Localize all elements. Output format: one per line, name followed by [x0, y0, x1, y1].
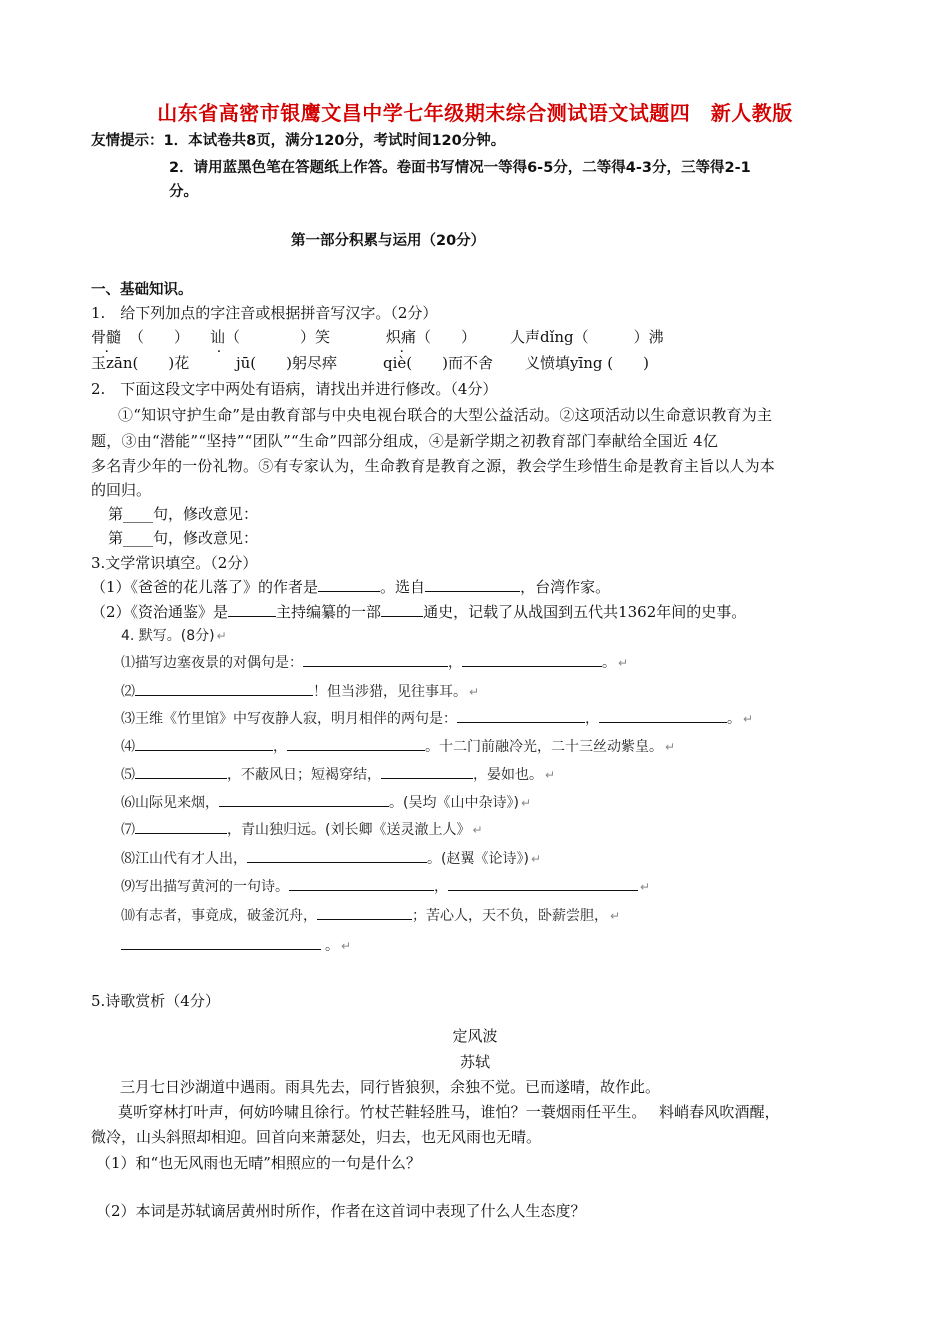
- poem-line-1: 莫听穿林打叶声，何妨吟啸且徐行。竹杖芒鞋轻胜马，谁怕？一蓑烟雨任平生。 料峭春风吹酒醒，: [118, 1103, 780, 1121]
- q4-item-2: [121, 681, 479, 701]
- q4-item-text: ⑼写出描写黄河的一句诗。: [121, 879, 289, 895]
- q4-blank[interactable]: [457, 708, 585, 723]
- q2-stem: 2. 下面这段文字中两处有语病，请找出并进行修改。（4分）: [91, 380, 498, 398]
- return-mark-icon: ↵: [530, 852, 541, 866]
- q1-row1-item2: [210, 326, 330, 347]
- q4-item-text: 。: [727, 711, 741, 727]
- q4-blank[interactable]: [317, 905, 412, 920]
- q1-blank-1[interactable]: （ ）: [129, 328, 190, 346]
- q4-item-text: ⑻江山代有才人出，: [121, 851, 247, 867]
- return-mark-icon: ↵: [216, 629, 227, 643]
- q5-sub-question-2: （2）本词是苏轼谪居黄州时所作，作者在这首词中表现了什么人生态度？: [96, 1202, 586, 1220]
- q4-item-3: [121, 708, 753, 728]
- q4-item-10: [121, 905, 620, 925]
- poem-title: 定风波: [452, 1027, 498, 1045]
- q3-l1-text-b: 。选自: [380, 578, 426, 596]
- q4-item-text: ，: [273, 739, 287, 755]
- return-mark-icon: ↵: [520, 796, 531, 810]
- q1-row1-item3: [386, 326, 476, 347]
- return-mark-icon: ↵: [341, 939, 352, 953]
- q4-blank[interactable]: [135, 736, 273, 751]
- q1-word-chitong: 炽痛: [386, 328, 417, 346]
- q3-l1-text-a: （1）《爸爸的花儿落了》的作者是: [91, 578, 319, 596]
- q1-blank-2[interactable]: （ ）笑: [225, 328, 331, 346]
- q4-item-7: [121, 819, 483, 839]
- q1-row1-item4: 人声dǐng（ ）沸: [510, 328, 664, 346]
- q3-blank-author[interactable]: [318, 577, 380, 592]
- q4-item-text: 。: [325, 938, 339, 954]
- q1-word-gusui: 骨髓: [91, 328, 122, 346]
- poem-preface: 三月七日沙湖道中遇雨。雨具先去，同行皆狼狈，余独不觉。已而遂晴，故作此。: [120, 1078, 661, 1096]
- q4-item-text: ⑹山际见来烟，: [121, 795, 219, 811]
- document-title: 山东省高密市银鹰文昌中学七年级期末综合测试语文试题四 新人教版: [157, 101, 793, 125]
- q4-item-text: ⑵: [121, 684, 135, 700]
- q4-blank[interactable]: [135, 819, 227, 834]
- q4-stem-text: 4. 默写。(8分): [121, 628, 215, 644]
- q4-item-text: ⑷: [121, 739, 135, 755]
- q3-l2-text-a: （2）《资治通鉴》是: [91, 603, 229, 621]
- q4-blank[interactable]: [303, 652, 448, 667]
- return-mark-icon: ↵: [545, 768, 556, 782]
- poem-line-2: 微冷，山头斜照却相迎。回首向来萧瑟处，归去，也无风雨也无晴。: [91, 1128, 542, 1146]
- return-mark-icon: ↵: [743, 712, 754, 726]
- q4-item-4: [121, 736, 675, 756]
- q1-row1-item1: [91, 326, 189, 347]
- q5-sub-question-1: （1）和“也无风雨也无晴”相照应的一句是什么？: [96, 1154, 421, 1172]
- q4-item-text: ⑸: [121, 767, 135, 783]
- q4-blank[interactable]: [599, 708, 727, 723]
- q4-item-text: 。(吴均《山中杂诗》): [389, 795, 519, 811]
- q4-item-5: [121, 764, 555, 784]
- q3-l1-text-c: ，台湾作家。: [520, 578, 611, 596]
- q4-stem: [121, 625, 227, 645]
- q5-stem: 5.诗歌赏析（4分）: [91, 992, 220, 1010]
- tips-line-1: 友情提示：1．本试卷共8页，满分120分，考试时间120分钟。: [91, 133, 506, 149]
- q2-paragraph-line-1: ①“知识守护生命”是由教育部与中央电视台联合的大型公益活动。②这项活动以生命意识教育为主: [118, 406, 773, 424]
- q4-blank[interactable]: [219, 792, 389, 807]
- part1-heading: 第一部分积累与运用（20分）: [291, 233, 486, 249]
- tips-line-2: 2．请用蓝黑色笔在答题纸上作答。卷面书写情况一等得6-5分，二等得4-3分，三等得2-1: [169, 160, 751, 176]
- q4-item-text: ，: [448, 655, 462, 671]
- tips-line-3: 分。: [169, 184, 198, 200]
- q4-item-9: [121, 876, 650, 896]
- q4-item-text: ，: [585, 711, 599, 727]
- q4-item-text: 。: [602, 655, 616, 671]
- q4-item-text: ！但当涉猎，见往事耳。: [313, 684, 467, 700]
- q4-item-6: [121, 792, 531, 812]
- q4-item-text: ⑶王维《竹里馆》中写夜静人寂，明月相伴的两句是：: [121, 711, 457, 727]
- q4-blank[interactable]: [135, 764, 227, 779]
- q3-line-2: [91, 601, 746, 622]
- q1-row2-item2: jū( )躬尽瘁: [236, 354, 338, 372]
- q4-blank[interactable]: [247, 848, 427, 863]
- return-mark-icon: ↵: [472, 823, 483, 837]
- q4-blank[interactable]: [448, 876, 638, 891]
- q4-item-text: ⑺: [121, 822, 135, 838]
- q4-item-text: ，晏如也。: [473, 767, 543, 783]
- q2-paragraph-line-4: 的回归。: [91, 481, 152, 499]
- q3-blank-type[interactable]: [381, 602, 423, 617]
- q1-word-shan: 讪: [210, 328, 226, 346]
- section1-heading: 一、基础知识。: [91, 282, 193, 298]
- q3-stem: 3.文学常识填空。（2分）: [91, 554, 258, 572]
- q4-item-text: ，: [434, 879, 448, 895]
- return-mark-icon: ↵: [469, 685, 480, 699]
- q4-blank[interactable]: [289, 876, 434, 891]
- q2-paragraph-line-3: 多名青少年的一份礼物。⑤有专家认为，生命教育是教育之源，教会学生珍惜生命是教育主旨以人为本: [91, 457, 776, 475]
- q1-row2-item3: qiè( )而不舍: [383, 354, 493, 372]
- q4-item-text: ；苦心人，天不负，卧薪尝胆，: [412, 908, 608, 924]
- q2-answer-1[interactable]: 第____句，修改意见：: [108, 505, 259, 523]
- q4-blank[interactable]: [121, 935, 321, 950]
- q4-item-text: ⑴描写边塞夜景的对偶句是：: [121, 655, 303, 671]
- q1-row2-item4: 义愤填yīng ( ): [525, 354, 650, 372]
- q4-item-10-continued: [121, 935, 351, 955]
- q3-line-1: [91, 576, 610, 597]
- return-mark-icon: ↵: [610, 909, 621, 923]
- poem-author: 苏轼: [459, 1053, 490, 1071]
- return-mark-icon: ↵: [640, 880, 651, 894]
- q4-item-text: ，青山独归远。(刘长卿《送灵澈上人》: [227, 822, 471, 838]
- q4-item-8: [121, 848, 541, 868]
- q4-item-text: 。(赵翼《论诗》): [427, 851, 529, 867]
- q4-blank[interactable]: [381, 764, 473, 779]
- q3-blank-editor[interactable]: [228, 602, 276, 617]
- q4-item-text: ，不蔽风日；短褐穿结，: [227, 767, 381, 783]
- return-mark-icon: ↵: [665, 740, 676, 754]
- q3-l2-text-b: 主持编纂的一部: [276, 603, 382, 621]
- q1-blank-3[interactable]: （ ）: [416, 328, 477, 346]
- q3-blank-source[interactable]: [425, 577, 520, 592]
- q4-blank[interactable]: [287, 736, 425, 751]
- q4-item-text: ⑽有志者，事竟成，破釜沉舟，: [121, 908, 317, 924]
- q1-row2-item1: 玉zān( )花: [91, 354, 190, 372]
- q4-blank[interactable]: [135, 681, 313, 696]
- q4-item-1: [121, 652, 628, 672]
- q2-answer-2[interactable]: 第____句，修改意见：: [108, 529, 259, 547]
- q3-l2-text-c: 通史，记载了从战国到五代共1362年间的史事。: [423, 603, 747, 621]
- return-mark-icon: ↵: [618, 656, 629, 670]
- q4-blank[interactable]: [462, 652, 602, 667]
- q2-paragraph-line-2: 题，③由“潜能”“坚持”“团队”“生命”四部分组成，④是新学期之初教育部门奉献给全国近 4亿: [91, 432, 719, 450]
- q1-stem: 1. 给下列加点的字注音或根据拼音写汉字。（2分）: [91, 304, 438, 322]
- q4-item-text: 。十二门前融冷光，二十三丝动紫皇。: [425, 739, 663, 755]
